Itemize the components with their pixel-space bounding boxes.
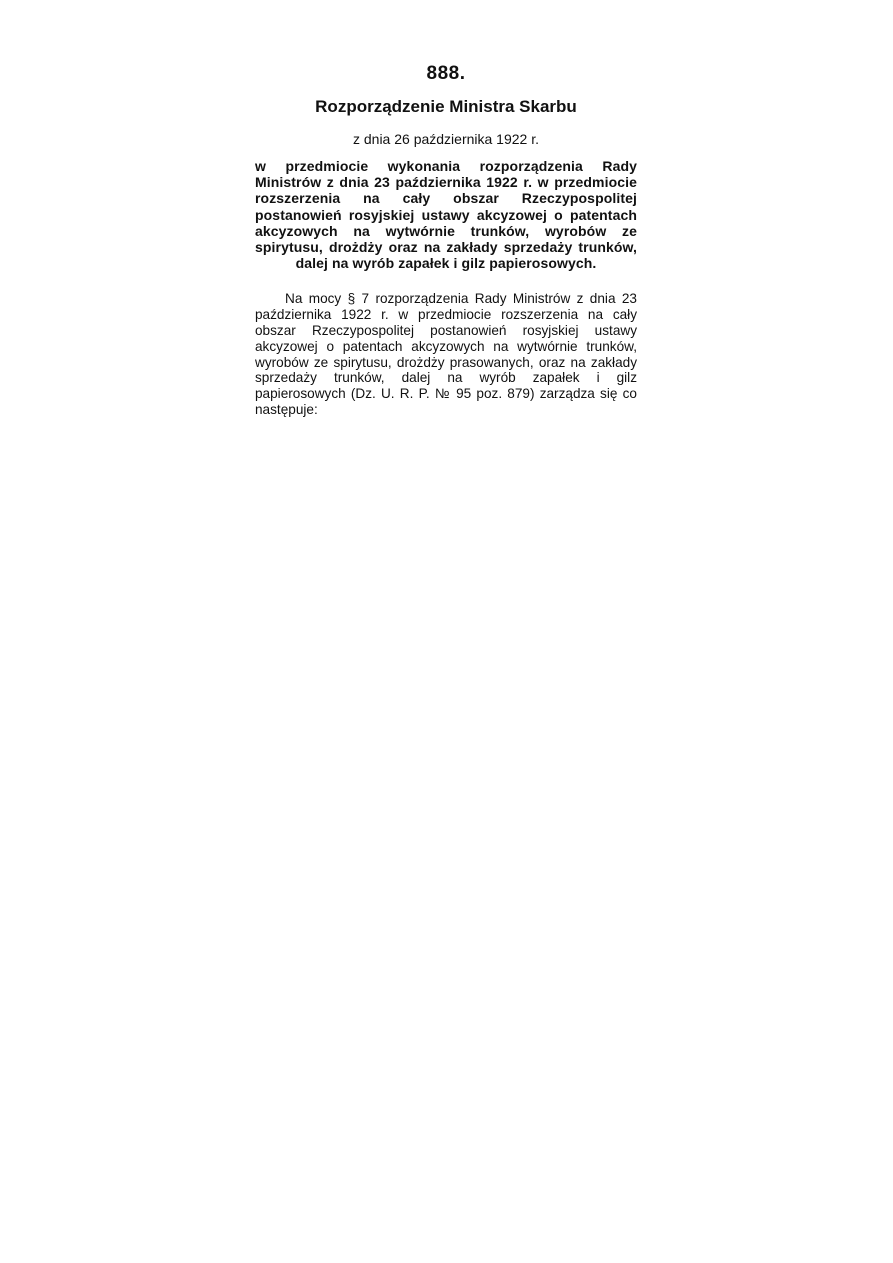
document-date: z dnia 26 października 1922 r. bbox=[352, 131, 539, 147]
document-title: Rozporządzenie Ministra Skarbu bbox=[315, 97, 577, 116]
document-subject: w przedmiocie wykonania rozporządzenia Rady Ministrów z dnia 23 października 1922 r. w przedmiocie rozszerzenia na cały obszar Rzeczypospolitej postanowień rosyjskiej ustawy akcyzowej o patentach akcyzowych na wytwórnie trunków, wyrobów ze spirytusu, drożdży oraz na zakłady sprzedaży trunków, dalej na wyrób zapałek i gilz papierosowych. bbox=[255, 158, 637, 272]
text-column bbox=[255, 60, 637, 418]
body-paragraph: Na mocy § 7 rozporządzenia Rady Ministrów z dnia 23 października 1922 r. w przedmiocie rozszerzenia na cały obszar Rzeczypospolitej postanowień rosyjskiej ustawy akcyzowej o patentach akcyzowych na wytwórnie trunków, wyrobów ze spirytusu, drożdży prasowanych, oraz na zakłady sprzedaży trunków, dalej na wyrób zapałek i gilz papierosowych (Dz. U. R. P. № 95 poz. 879) zarządza się co następuje: bbox=[255, 291, 637, 417]
page-number: 888. bbox=[426, 63, 466, 84]
